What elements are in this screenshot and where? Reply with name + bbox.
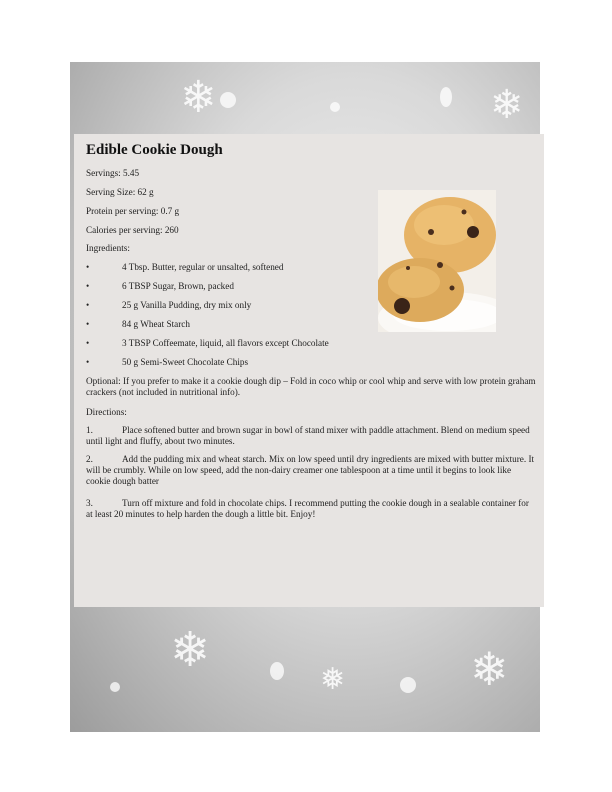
bullet: • xyxy=(86,319,90,329)
step-number: 3. xyxy=(86,498,93,508)
ingredient-item: 50 g Semi-Sweet Chocolate Chips xyxy=(122,357,249,367)
calories-per-serving: Calories per serving: 260 xyxy=(86,225,179,235)
protein-per-serving: Protein per serving: 0.7 g xyxy=(86,206,180,216)
bullet: • xyxy=(86,300,90,310)
ingredient-item: 4 Tbsp. Butter, regular or unsalted, softened xyxy=(122,262,284,272)
recipe-card xyxy=(74,134,544,607)
bullet: • xyxy=(86,281,90,291)
bokeh-dot xyxy=(270,662,284,680)
bokeh-dot xyxy=(110,682,120,692)
snowflake-icon: ❅ xyxy=(320,662,346,697)
cookie-dough-illustration xyxy=(378,190,496,332)
snowflake-icon: ❄ xyxy=(170,622,211,678)
bokeh-dot xyxy=(440,87,452,107)
step-number: 2. xyxy=(86,454,93,464)
bokeh-dot xyxy=(220,92,236,108)
bullet: • xyxy=(86,262,90,272)
bokeh-dot xyxy=(330,102,340,112)
snowflake-icon: ❄ xyxy=(470,642,509,696)
serving-size: Serving Size: 62 g xyxy=(86,187,154,197)
step-text: Add the pudding mix and wheat starch. Mix on low speed until dry ingredients are mixed with butter mixture. It will be crumbly. While on low speed, add the non-dairy creamer one tablespoon at a time until it begins to look like cookie dough batter xyxy=(86,454,535,487)
ingredient-item: 3 TBSP Coffeemate, liquid, all flavors except Chocolate xyxy=(122,338,329,348)
recipe-title: Edible Cookie Dough xyxy=(86,142,223,158)
servings: Servings: 5.45 xyxy=(86,168,140,178)
ingredient-item: 6 TBSP Sugar, Brown, packed xyxy=(122,281,234,291)
direction-step xyxy=(86,425,536,447)
step-text: Turn off mixture and fold in chocolate chips. I recommend putting the cookie dough in a sealable container for at least 20 minutes to help harden the dough a little bit. Enjoy! xyxy=(86,498,529,520)
bullet: • xyxy=(86,357,90,367)
ingredients-heading: Ingredients: xyxy=(86,243,130,253)
direction-step xyxy=(86,498,536,520)
ingredient-item: 84 g Wheat Starch xyxy=(122,319,190,329)
step-text: Place softened butter and brown sugar in bowl of stand mixer with paddle attachment. Blend on medium speed until light and fluffy, about two minutes. xyxy=(86,425,530,447)
bullet: • xyxy=(86,338,90,348)
step-number: 1. xyxy=(86,425,93,435)
bokeh-dot xyxy=(400,677,416,693)
cookie-dough-photo xyxy=(378,190,496,332)
ingredient-item: 25 g Vanilla Pudding, dry mix only xyxy=(122,300,252,310)
snowflake-icon: ❄ xyxy=(180,72,217,123)
optional-note: Optional: If you prefer to make it a cookie dough dip – Fold in coco whip or cool whip and serve with low protein graham crackers (not included in nutritional info). xyxy=(86,376,536,398)
snowflake-icon: ❄ xyxy=(490,82,524,128)
direction-step xyxy=(86,454,536,488)
directions-heading: Directions: xyxy=(86,407,127,417)
